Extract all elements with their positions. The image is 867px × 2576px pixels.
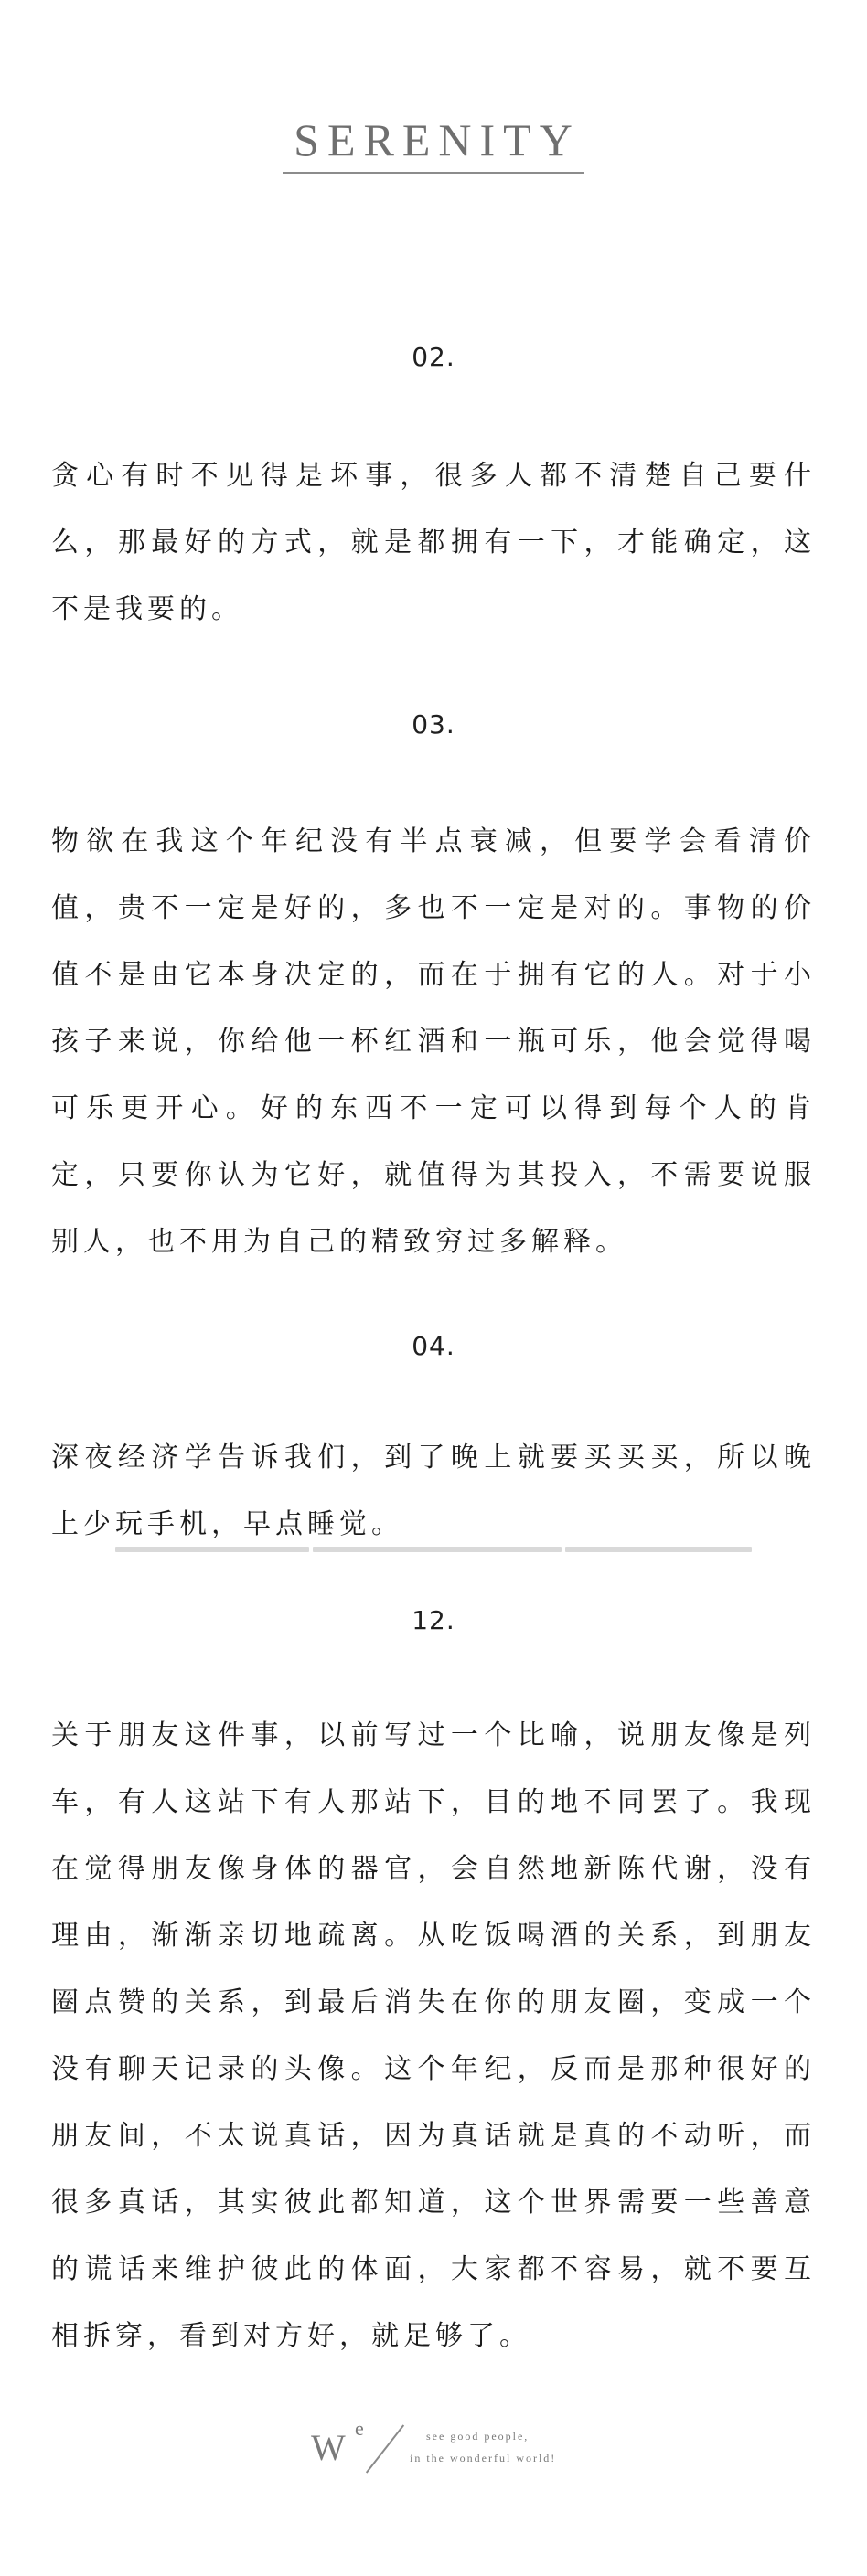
- section-text-12: 关于朋友这件事，以前写过一个比喻，说朋友像是列车，有人这站下有人那站下，目的地不同罢了。我现在觉得朋友像身体的器官，会自然地新陈代谢，没有理由，渐渐亲切地疏离。从吃饭喝酒的关系，到朋友圈点赞的关系，到最后消失在你的朋友圈，变成一个没有聊天记录的头像。这个年纪，反而是那种很好的朋友间，不太说真话，因为真话就是真的不动听，而很多真话，其实彼此都知道，这个世界需要一些善意的谎话来维护彼此的体面，大家都不容易，就不要互相拆穿，看到对方好，就足够了。: [51, 1719, 816, 2352]
- footer-letter-e: e: [355, 2417, 364, 2440]
- divider-segment: [313, 1547, 562, 1552]
- section-text-02: 贪心有时不见得是坏事，很多人都不清楚自己要什么，那最好的方式，就是都拥有一下，才能确定，这不是我要的。: [51, 460, 816, 625]
- footer-signature: [304, 2413, 605, 2486]
- page-title: SERENITY: [283, 117, 584, 174]
- footer-tagline-1: see good people,: [426, 2430, 530, 2443]
- divider-segment: [115, 1547, 309, 1552]
- section-number-12: 12.: [412, 1605, 455, 1635]
- footer-slash-line: [366, 2424, 404, 2473]
- footer-tagline-2: in the wonderful world!: [410, 2452, 557, 2464]
- section-text-04: 深夜经济学告诉我们，到了晚上就要买买买，所以晚上少玩手机，早点睡觉。: [51, 1442, 816, 1540]
- section-number-04: 04.: [412, 1331, 455, 1361]
- footer-letter-w: W: [311, 2427, 346, 2468]
- masthead: [0, 114, 867, 174]
- section-text-03: 物欲在我这个年纪没有半点衰减，但要学会看清价值，贵不一定是好的，多也不一定是对的。事物的价值不是由它本身决定的，而在于拥有它的人。对于小孩子来说，你给他一杯红酒和一瓶可乐，他会觉得喝可乐更开心。好的东西不一定可以得到每个人的肯定，只要你认为它好，就值得为其投入，不需要说服别人，也不用为自己的精致穷过多解释。: [51, 825, 816, 1258]
- divider-segment: [565, 1547, 752, 1552]
- section-divider: [115, 1547, 752, 1552]
- section-number-02: 02.: [412, 342, 455, 372]
- section-number-03: 03.: [412, 709, 455, 740]
